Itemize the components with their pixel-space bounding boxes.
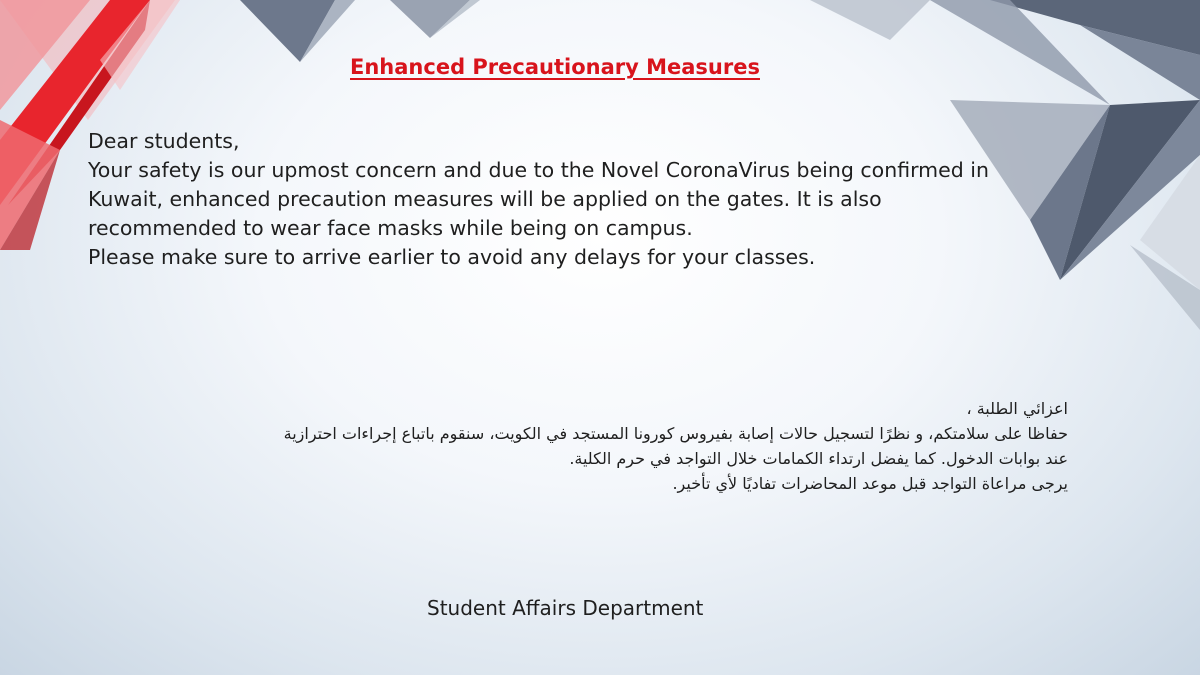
english-line-4: Please make sure to arrive earlier to avoid any delays for your classes.: [88, 245, 816, 269]
english-message: [88, 127, 1088, 272]
slate-shard-5: [810, 0, 930, 40]
slate-shard-3: [390, 0, 470, 38]
arabic-greeting: اعزائي الطلبة ،: [966, 399, 1068, 418]
notice-title: Enhanced Precautionary Measures: [350, 55, 760, 79]
arabic-message: [100, 396, 1068, 496]
arabic-line-3: يرجى مراعاة التواجد قبل موعد المحاضرات تفاديًا لأي تأخير.: [672, 474, 1068, 493]
english-line-1: Your safety is our upmost concern and due to the Novel CoronaVirus being confirmed in: [88, 158, 989, 182]
english-line-2: Kuwait, enhanced precaution measures will be applied on the gates. It is also: [88, 187, 882, 211]
signature-department: Student Affairs Department: [427, 596, 704, 620]
arabic-line-1: حفاظا على سلامتكم، و نظرًا لتسجيل حالات إصابة بفيروس كورونا المستجد في الكويت، سنقوم باتباع إجراءات احترازية: [283, 424, 1068, 443]
english-line-3: recommended to wear face masks while being on campus.: [88, 216, 693, 240]
english-greeting: Dear students,: [88, 129, 240, 153]
arabic-line-2: عند بوابات الدخول. كما يفضل ارتداء الكمامات خلال التواجد في حرم الكلية.: [569, 449, 1068, 468]
